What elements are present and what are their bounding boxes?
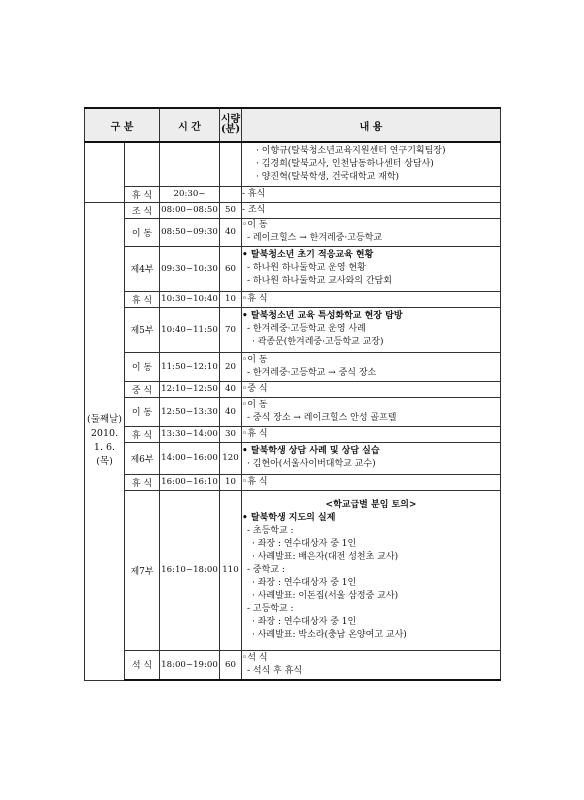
time-cell: 08:00~08:50: [160, 202, 220, 218]
content-cell: [242, 442, 501, 474]
time-cell: [160, 142, 220, 186]
content-line: - 중학교 :: [247, 564, 285, 575]
day2-weekday: (목): [96, 456, 113, 467]
day1-cell: [85, 142, 125, 202]
session-cell: 석 식: [125, 650, 160, 680]
content-line: · 이향규(탈북청소년교육지원센터 연구기획팀장): [256, 145, 446, 156]
content-line: - 한겨레중·고등학교 → 중식 장소: [247, 367, 377, 378]
header-row: [85, 108, 501, 142]
duration-cell: 60: [220, 246, 242, 291]
time-cell: 08:50~09:30: [160, 218, 220, 246]
session-cell: 휴 식: [125, 474, 160, 490]
time-cell: 20:30~: [160, 186, 220, 202]
table-row: [85, 650, 501, 680]
table-row: [85, 202, 501, 218]
day2-year: 2010.: [90, 428, 119, 439]
content-cell: [242, 426, 501, 442]
day2-cell: [85, 202, 125, 680]
content-cell: [242, 291, 501, 307]
duration-cell: 70: [220, 307, 242, 352]
session-cell: 이 동: [125, 218, 160, 246]
duration-cell: 30: [220, 426, 242, 442]
duration-cell: 40: [220, 397, 242, 426]
content-line: · 사례발표: 박소라(충남 온양여고 교사): [252, 629, 407, 640]
duration-cell: 50: [220, 202, 242, 218]
content-line: - 레이크힐스 → 한겨레중·고등학교: [247, 233, 383, 243]
time-cell: 12:10~12:50: [160, 381, 220, 397]
time-cell: 10:30~10:40: [160, 291, 220, 307]
table-row: [85, 474, 501, 490]
day2-date: 1. 6.: [93, 442, 116, 453]
time-cell: 09:30~10:30: [160, 246, 220, 291]
table-row: [85, 442, 501, 474]
session-cell: 휴 식: [125, 291, 160, 307]
table-row: [85, 142, 501, 186]
content-line: · 사례발표: 이돈집(서울 삼정중 교사): [252, 590, 399, 601]
duration-cell: 40: [220, 218, 242, 246]
subheading: <학교급별 분임 토의>: [325, 499, 417, 510]
duration-cell: [220, 186, 242, 202]
time-cell: 16:00~16:10: [160, 474, 220, 490]
table-row: [85, 490, 501, 650]
table-row: [85, 246, 501, 291]
table-row: [85, 352, 501, 381]
duration-cell: [220, 142, 242, 186]
content-line: · 김현아(서울사이버대학교 교수): [247, 459, 376, 469]
table-row: [85, 291, 501, 307]
header-duration: 시량 (분): [220, 108, 242, 142]
session-cell: 이 동: [125, 352, 160, 381]
duration-cell: 10: [220, 291, 242, 307]
content-line: ◦이 동: [242, 354, 268, 365]
content-line: - 석식 후 휴식: [247, 665, 303, 676]
content-line: - 조식: [242, 204, 266, 215]
time-cell: 10:40~11:50: [160, 307, 220, 352]
time-cell: 16:10~18:00: [160, 490, 220, 650]
schedule-table: [84, 107, 501, 681]
content-line: - 중식 장소 → 레이크힐스 안성 골프텔: [247, 412, 397, 423]
content-line: · 좌장 : 연수대상자 중 1인: [252, 577, 357, 588]
content-cell: [242, 307, 501, 352]
content-heading: • 탈북학생 지도의 실제: [242, 512, 336, 523]
session-cell: 휴 식: [125, 186, 160, 202]
content-line: - 하나원 하나둘학교 운영 현황: [247, 263, 366, 273]
content-line: · 좌장 : 연수대상자 중 1인: [252, 616, 357, 627]
content-line: ◦휴 식: [242, 428, 268, 439]
duration-cell: 120: [220, 442, 242, 474]
content-cell: [242, 650, 501, 680]
duration-cell: 20: [220, 352, 242, 381]
session-cell: 제7부: [125, 490, 160, 650]
table-row: [85, 307, 501, 352]
content-line: ◦이 동: [242, 399, 268, 410]
content-cell: [242, 474, 501, 490]
content-cell: [242, 186, 501, 202]
content-heading: • 탈북학생 상담 사례 및 상담 실습: [242, 446, 380, 456]
session-cell: 조 식: [125, 202, 160, 218]
content-heading: • 탈북청소년 교육 특성화학교 현장 탐방: [242, 311, 403, 321]
content-line: - 초등학교 :: [247, 525, 294, 536]
duration-cell: 60: [220, 650, 242, 680]
session-cell: 휴 식: [125, 426, 160, 442]
content-line: · 사례발표: 배은자(대전 성천초 교사): [252, 551, 399, 562]
table-row: [85, 186, 501, 202]
duration-cell: 110: [220, 490, 242, 650]
content-cell: [242, 246, 501, 291]
duration-cell: 10: [220, 474, 242, 490]
session-cell: [125, 142, 160, 186]
content-cell: [242, 142, 501, 186]
content-line: · 곽종문(한겨레중·고등학교 교장): [252, 337, 384, 347]
content-line: · 양진혁(탈북학생, 건국대학교 재학): [256, 171, 400, 182]
content-line: ◦석 식: [242, 652, 268, 663]
table-row: [85, 381, 501, 397]
session-cell: 이 동: [125, 397, 160, 426]
content-heading: • 탈북청소년 초기 적응교육 현황: [242, 250, 374, 260]
day2-label: (둘째날): [87, 414, 122, 425]
duration-cell: 40: [220, 381, 242, 397]
content-line: · 김경희(탈북교사, 인천남동하나센터 상담사): [256, 158, 434, 169]
session-cell: 제4부: [125, 246, 160, 291]
content-line: - 휴식: [242, 188, 266, 199]
content-cell: [242, 397, 501, 426]
session-cell: 제5부: [125, 307, 160, 352]
time-cell: 11:50~12:10: [160, 352, 220, 381]
content-line: ◦휴 식: [242, 293, 268, 304]
header-content: 내 용: [242, 108, 501, 142]
time-cell: 18:00~19:00: [160, 650, 220, 680]
table-row: [85, 218, 501, 246]
time-cell: 14:00~16:00: [160, 442, 220, 474]
content-cell: [242, 218, 501, 246]
content-line: - 고등학교 :: [247, 603, 294, 614]
content-line: ◦중 식: [242, 383, 268, 394]
session-cell: 제6부: [125, 442, 160, 474]
time-cell: 13:30~14:00: [160, 426, 220, 442]
content-line: ◦휴 식: [242, 476, 268, 487]
content-line: · 좌장 : 연수대상자 중 1인: [252, 538, 357, 549]
content-cell: [242, 381, 501, 397]
header-category: 구 분: [85, 108, 160, 142]
time-cell: 12:50~13:30: [160, 397, 220, 426]
table-row: [85, 426, 501, 442]
session-cell: 중 식: [125, 381, 160, 397]
header-time: 시 간: [160, 108, 220, 142]
content-line: ◦이 동: [242, 220, 268, 230]
content-line: - 한겨레중·고등학교 운영 사례: [247, 324, 366, 334]
content-cell: [242, 490, 501, 650]
content-cell: [242, 352, 501, 381]
content-cell: [242, 202, 501, 218]
table-row: [85, 397, 501, 426]
content-line: - 하나원 하나둘학교 교사와의 간담회: [247, 276, 392, 286]
